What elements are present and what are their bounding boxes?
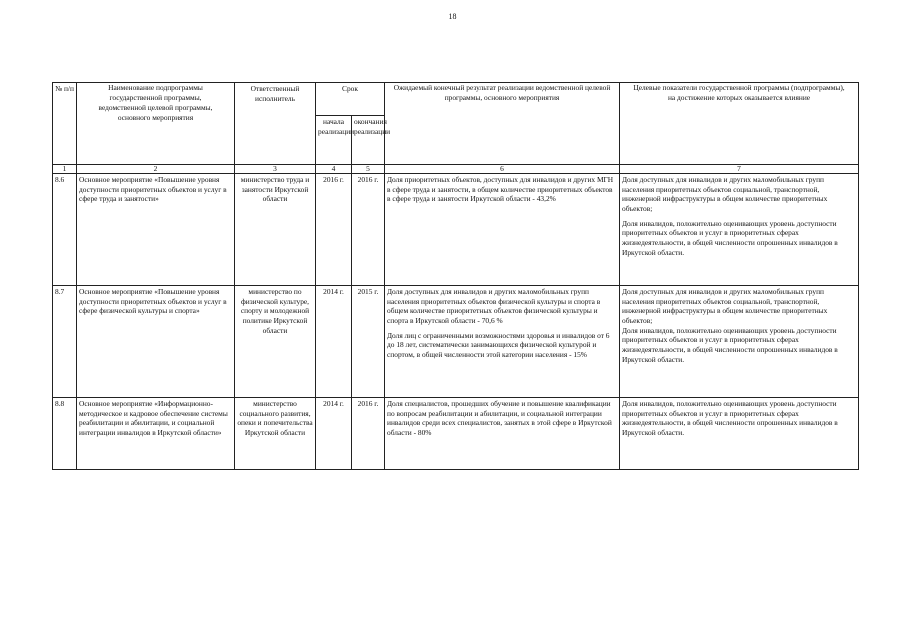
row-end: 2016 г.	[352, 174, 385, 286]
header-num: № п/п	[53, 83, 77, 165]
row-indicators	[620, 398, 859, 470]
row-start: 2014 г.	[316, 286, 352, 398]
header-result: Ожидаемый конечный результат реализации ведомственной целевой программы, основного мероприятия	[385, 83, 620, 165]
column-number: 3	[235, 165, 316, 174]
indicator-text: Доля инвалидов, положительно оценивающих уровень доступности приоритетных объектов и услуг в приоритетных сферах жизнедеятельности, в общей численности опрошенных инвалидов в Иркутской области.	[622, 218, 838, 257]
row-indicators	[620, 174, 859, 286]
indicator-text: Доля доступных для инвалидов и других маломобильных групп населения приоритетных объектов социальной, транспортной, инженерной инфраструктуры в общем количестве приоритетных объектов;	[622, 175, 828, 214]
header-term: Срок	[316, 83, 385, 116]
header-indicators: Целевые показатели государственной программы (подпрограммы), на достижение которых оказывается влияние	[620, 83, 859, 165]
row-end: 2015 г.	[352, 286, 385, 398]
row-num: 8.8	[53, 398, 77, 470]
row-result	[385, 174, 620, 286]
header-start: начала реализации	[316, 116, 352, 165]
column-numbers-row	[53, 165, 859, 174]
header-name: Наименование подпрограммы государственной программы, ведомственной целевой программы, основного мероприятия	[77, 83, 235, 165]
result-text: Доля приоритетных объектов, доступных для инвалидов и других МГН в сфере труда и занятости, в общем количестве приоритетных объектов в сфере труда и занятости Иркутской области - 43,2%	[387, 175, 614, 204]
table-row	[53, 286, 859, 398]
table-row	[53, 174, 859, 286]
row-result	[385, 286, 620, 398]
measures-table	[52, 82, 859, 470]
column-number: 6	[385, 165, 620, 174]
row-executor: министерство по физической культуре, спорту и молодежной политике Иркутской области	[235, 286, 316, 398]
result-text: Доля доступных для инвалидов и других маломобильных групп населения приоритетных объектов физической культуры и спорта в общем количестве приоритетных объектов физической культуры и спорта в Иркутской области - 70,6 %	[387, 287, 601, 326]
row-name: Основное мероприятие «Информационно-методическое и кадровое обеспечение системы реабилитации и абилитации, и социальной интеграции инвалидов в Иркутской области»	[77, 398, 235, 470]
result-text: Доля лиц с ограниченными возможностями здоровья и инвалидов от 6 до 18 лет, систематически занимающихся физической культурой и спортом, в общей численности этой категории населения - 15%	[387, 330, 610, 359]
result-text: Доля специалистов, прошедших обучение и повышение квалификации по вопросам реабилитации и абилитации, и социальной интеграции инвалидов среди всех специалистов, занятых в этой сфере в Иркутской области - 80%	[387, 399, 612, 438]
row-name: Основное мероприятие «Повышение уровня доступности приоритетных объектов и услуг в сфере труда и занятости»	[77, 174, 235, 286]
column-number: 2	[77, 165, 235, 174]
row-indicators	[620, 286, 859, 398]
column-number: 4	[316, 165, 352, 174]
row-executor: министерство социального развития, опеки и попечительства Иркутской области	[235, 398, 316, 470]
header-row	[53, 83, 859, 116]
table-row	[53, 398, 859, 470]
row-num: 8.7	[53, 286, 77, 398]
row-start: 2016 г.	[316, 174, 352, 286]
indicator-text: Доля инвалидов, положительно оценивающих уровень доступности приоритетных объектов и услуг в приоритетных сферах жизнедеятельности, в общей численности опрошенных инвалидов в Иркутской области.	[622, 325, 838, 364]
header-end: окончания реализации	[352, 116, 385, 165]
row-end: 2016 г.	[352, 398, 385, 470]
page-number: 18	[448, 12, 457, 21]
indicator-text: Доля инвалидов, положительно оценивающих уровень доступности приоритетных объектов и услуг в приоритетных сферах жизнедеятельности, в общей численности опрошенных инвалидов в Иркутской области.	[622, 399, 838, 438]
row-name: Основное мероприятие «Повышение уровня доступности приоритетных объектов и услуг в сфере физической культуры и спорта»	[77, 286, 235, 398]
column-number: 7	[620, 165, 859, 174]
row-num: 8.6	[53, 174, 77, 286]
column-number: 5	[352, 165, 385, 174]
row-start: 2014 г.	[316, 398, 352, 470]
indicator-text: Доля доступных для инвалидов и других маломобильных групп населения приоритетных объектов социальной, транспортной, инженерной инфраструктуры в общем количестве приоритетных объектов;	[622, 287, 828, 326]
column-number: 1	[53, 165, 77, 174]
row-executor: министерство труда и занятости Иркутской области	[235, 174, 316, 286]
row-result	[385, 398, 620, 470]
header-executor: Ответственный исполнитель	[235, 83, 316, 165]
